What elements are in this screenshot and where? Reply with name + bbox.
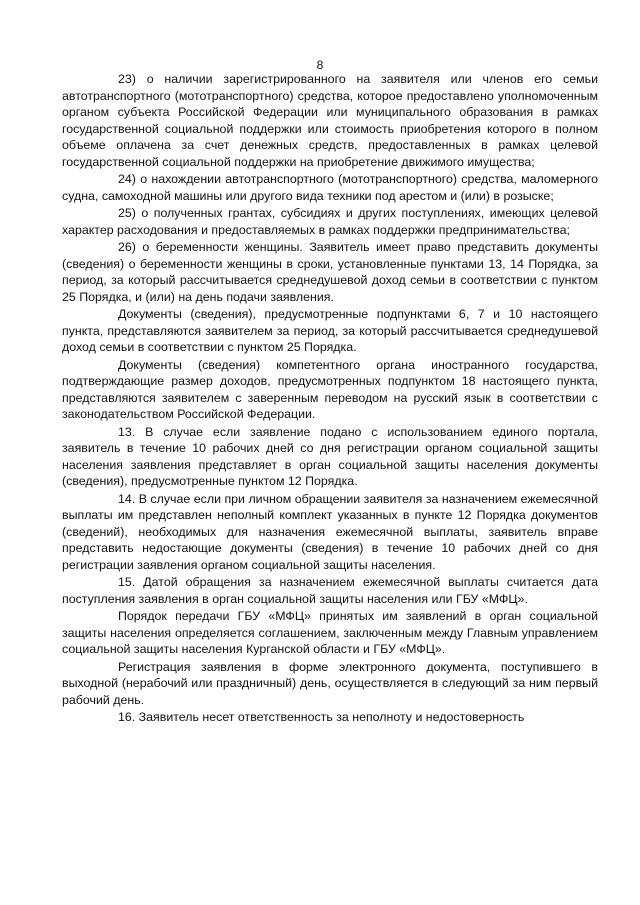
paragraph-subitem-23: 23) о наличии зарегистрированного на заявителя или членов его семьи автотранспортного (мототранспортного) средства, которое предоставлено уполномоченным органом субъекта Российской Федерации или муниципального образования в рамках государственной социальной поддержки или стоимость приобретения которого в полном объеме оплачена за счет денежных средств, предоставленных в рамках целевой государственной социальной поддержки на приобретение движимого имущества;	[62, 72, 598, 169]
paragraph-foreign-documents: Документы (сведения) компетентного органа иностранного государства, подтверждающие размер доходов, предусмотренных подпунктом 18 настоящего пункта, представляются заявителем с заверенным переводом на русский язык в соответствии с законодательством Российской Федерации.	[62, 357, 598, 421]
paragraph-subitem-26: 26) о беременности женщины. Заявитель имеет право представить документы (сведения) о беременности женщины в сроки, установленные пунктами 13, 14 Порядка, за период, за который рассчитывается среднедушевой доход семьи в соответствии с пунктом 25 Порядка, и (или) на день подачи заявления.	[62, 240, 598, 304]
page-number: 8	[316, 58, 324, 72]
paragraph-subitem-24: 24) о нахождении автотранспортного (мототранспортного) средства, маломерного судна, самоходной машины или другого вида техники под арестом и (или) в розыске;	[62, 172, 598, 203]
paragraph-item-15: 15. Датой обращения за назначением ежемесячной выплаты считается дата поступления заявления в орган социальной защиты населения или ГБУ «МФЦ».	[62, 575, 598, 606]
paragraph-item-13: 13. В случае если заявление подано с использованием единого портала, заявитель в течение 10 рабочих дней со дня регистрации органом социальной защиты населения заявления представляет в орган социальной защиты населения документы (сведения), предусмотренные пунктом 12 Порядка.	[62, 424, 598, 488]
paragraph-transfer-order: Порядок передачи ГБУ «МФЦ» принятых им заявлений в орган социальной защиты населения определяется соглашением, заключенным между Главным управлением социальной защиты населения Курганской области и ГБУ «МФЦ».	[62, 609, 598, 656]
paragraph-subitem-25: 25) о полученных грантах, субсидиях и других поступлениях, имеющих целевой характер расходования и предоставляемых в рамках поддержки предпринимательства;	[62, 206, 598, 237]
paragraph-documents-period: Документы (сведения), предусмотренные подпунктами 6, 7 и 10 настоящего пункта, представляются заявителем за период, за который рассчитывается среднедушевой доход семьи в соответствии с пунктом 25 Порядка.	[62, 307, 598, 354]
paragraph-item-14: 14. В случае если при личном обращении заявителя за назначением ежемесячной выплаты им представлен неполный комплект указанных в пункте 12 Порядка документов (сведений), необходимых для назначения ежемесячной выплаты, заявитель вправе представить недостающие документы (сведения) в течение 10 рабочих дней со дня регистрации заявления органом социальной защиты населения.	[62, 491, 598, 572]
document-body	[62, 71, 598, 727]
paragraph-registration: Регистрация заявления в форме электронного документа, поступившего в выходной (нерабочий или праздничный) день, осуществляется в следующий за ним первый рабочий день.	[62, 659, 598, 707]
paragraph-item-16: 16. Заявитель несет ответственность за неполноту и недостоверность	[118, 710, 525, 724]
